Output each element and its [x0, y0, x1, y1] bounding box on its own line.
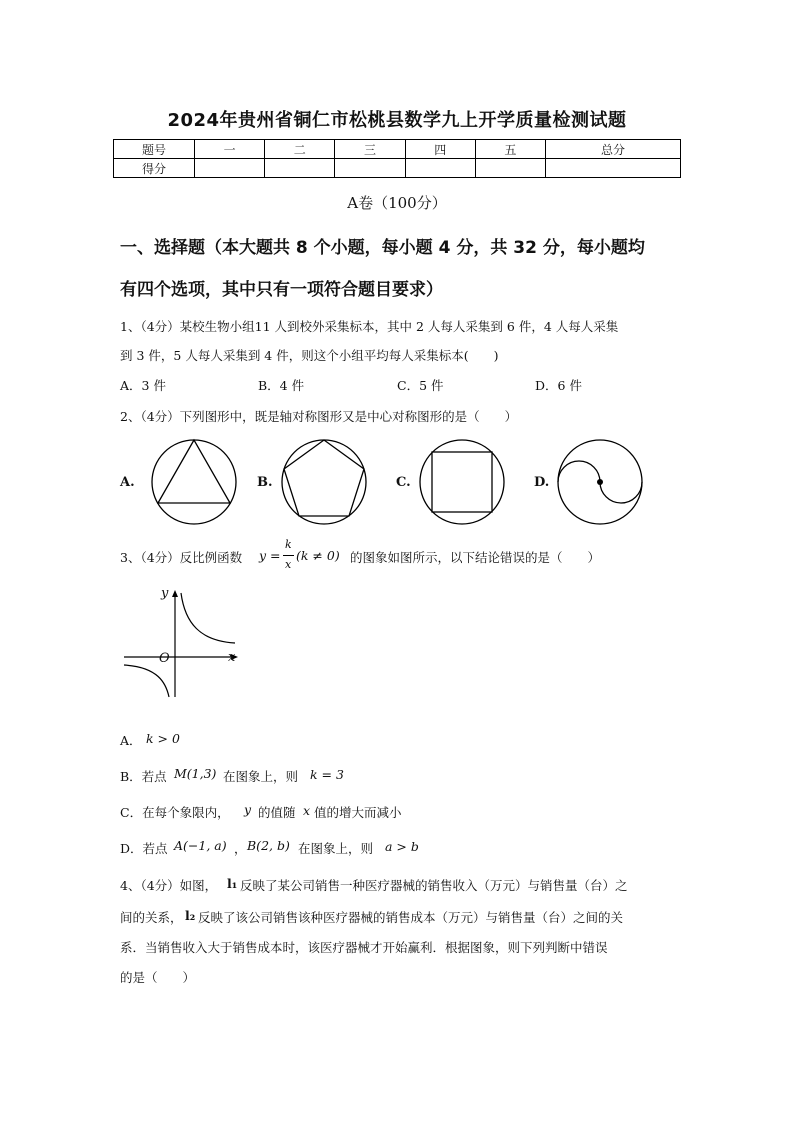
q3-optA-math: k > 0 — [146, 731, 180, 746]
q3-formula-fraction-bar — [283, 555, 294, 556]
score-row-label: 得分 — [114, 159, 195, 178]
q3-optB-mid: 在图象上，则 — [223, 769, 299, 784]
score-header-cell: 二 — [265, 140, 335, 159]
q3-optD-math2: B(2, b) — [247, 838, 290, 853]
q3-graph-origin-label: O — [159, 651, 170, 666]
q3-optC-mid: 的值随 — [258, 805, 296, 820]
q2-label-c: C. — [396, 475, 411, 490]
q1-line1: 1、（4分）某校生物小组11 人到校外采集标本，其中 2 人每人采集到 6 件，4 人每人采集 — [120, 319, 619, 334]
score-header-cell: 题号 — [114, 140, 195, 159]
section-heading-line2: 有四个选项，其中只有一项符合题目要求） — [120, 280, 443, 300]
score-header-cell: 五 — [475, 140, 545, 159]
q3-optB-prefix: B．若点 — [120, 769, 167, 784]
q1-line2: 到 3 件，5 人每人采集到 4 件，则这个小组平均每人采集标本( ) — [120, 348, 499, 363]
q1-option-a: A．3 件 — [120, 378, 166, 393]
section-subtitle: A卷（100分） — [347, 194, 447, 212]
q3-optB-math: M(1,3) — [174, 766, 217, 781]
score-blank-cell — [546, 159, 681, 178]
q3-graph-x-label: x — [228, 650, 236, 665]
q3-optD-math3: a > b — [385, 839, 419, 854]
q3-optA-label: A． — [120, 733, 142, 748]
score-blank-cell — [335, 159, 405, 178]
q3-graph-y-label: y — [161, 586, 169, 601]
score-blank-cell — [195, 159, 265, 178]
score-blank-cell — [405, 159, 475, 178]
q3-formula-denominator: x — [285, 558, 292, 571]
score-table — [113, 139, 681, 178]
q4-line1-a: 4、（4分）如图， — [120, 878, 218, 893]
q1-option-c: C．5 件 — [397, 378, 444, 393]
score-header-cell: 三 — [335, 140, 405, 159]
q3-optD-math1: A(−1, a) — [174, 838, 227, 853]
q3-formula-condition: (k ≠ 0) — [296, 548, 340, 563]
q3-suffix: 的图象如图所示，以下结论错误的是（ ） — [350, 550, 601, 565]
q2-text: 2、（4分）下列图形中，既是轴对称图形又是中心对称图形的是（ ） — [120, 409, 518, 424]
score-header-cell: 一 — [195, 140, 265, 159]
q3-optB-math2: k = 3 — [310, 767, 344, 782]
section-heading-line1: 一、选择题（本大题共 8 个小题，每小题 4 分，共 32 分，每小题均 — [120, 238, 645, 258]
score-header-cell: 四 — [405, 140, 475, 159]
q3-hyperbola-graph — [120, 583, 245, 700]
score-table-score-row — [114, 159, 681, 178]
score-table-header-row — [114, 140, 681, 159]
q3-formula-y: y = — [259, 548, 281, 563]
q3-optC-prefix: C．在每个象限内， — [120, 805, 230, 820]
q3-formula-numerator: k — [285, 538, 292, 551]
q1-option-b: B．4 件 — [258, 378, 305, 393]
q3-optD-mid: 在图象上，则 — [298, 841, 374, 856]
q2-figure-b-pentagon-in-circle — [280, 440, 370, 526]
q2-figure-a-triangle-in-circle — [150, 440, 240, 526]
q3-prefix: 3、（4分）反比例函数 — [120, 550, 243, 565]
q2-label-a: A. — [120, 475, 135, 490]
q3-optD-sep: ， — [234, 841, 247, 856]
score-blank-cell — [475, 159, 545, 178]
q4-line2-a: 间的关系， — [120, 910, 183, 925]
q4-line3: 系．当销售收入大于销售成本时，该医疗器械才开始赢利．根据图象，则下列判断中错误 — [120, 940, 608, 955]
q3-optC-math2: x — [303, 803, 311, 818]
exam-title: 2024年贵州省铜仁市松桃县数学九上开学质量检测试题 — [167, 110, 627, 131]
score-blank-cell — [265, 159, 335, 178]
q4-line1-b: 反映了某公司销售一种医疗器械的销售收入（万元）与销售量（台）之 — [240, 878, 628, 893]
q1-option-d: D．6 件 — [535, 378, 582, 393]
q2-figure-d-yinyang-circle — [556, 440, 646, 526]
q4-l1-symbol: l₁ — [227, 876, 238, 891]
q2-label-b: B. — [257, 475, 273, 490]
q4-l2-symbol: l₂ — [185, 908, 196, 923]
q4-line2-b: 反映了该公司销售该种医疗器械的销售成本（万元）与销售量（台）之间的关 — [198, 910, 624, 925]
q2-label-d: D. — [534, 475, 550, 490]
q3-optC-math1: y — [244, 802, 252, 817]
q3-optC-post: 值的增大而减小 — [314, 805, 402, 820]
score-header-cell: 总分 — [546, 140, 681, 159]
q2-figure-c-square-in-circle — [418, 440, 508, 526]
q3-optD-prefix: D．若点 — [120, 841, 168, 856]
q4-line4: 的是（ ） — [120, 970, 196, 985]
